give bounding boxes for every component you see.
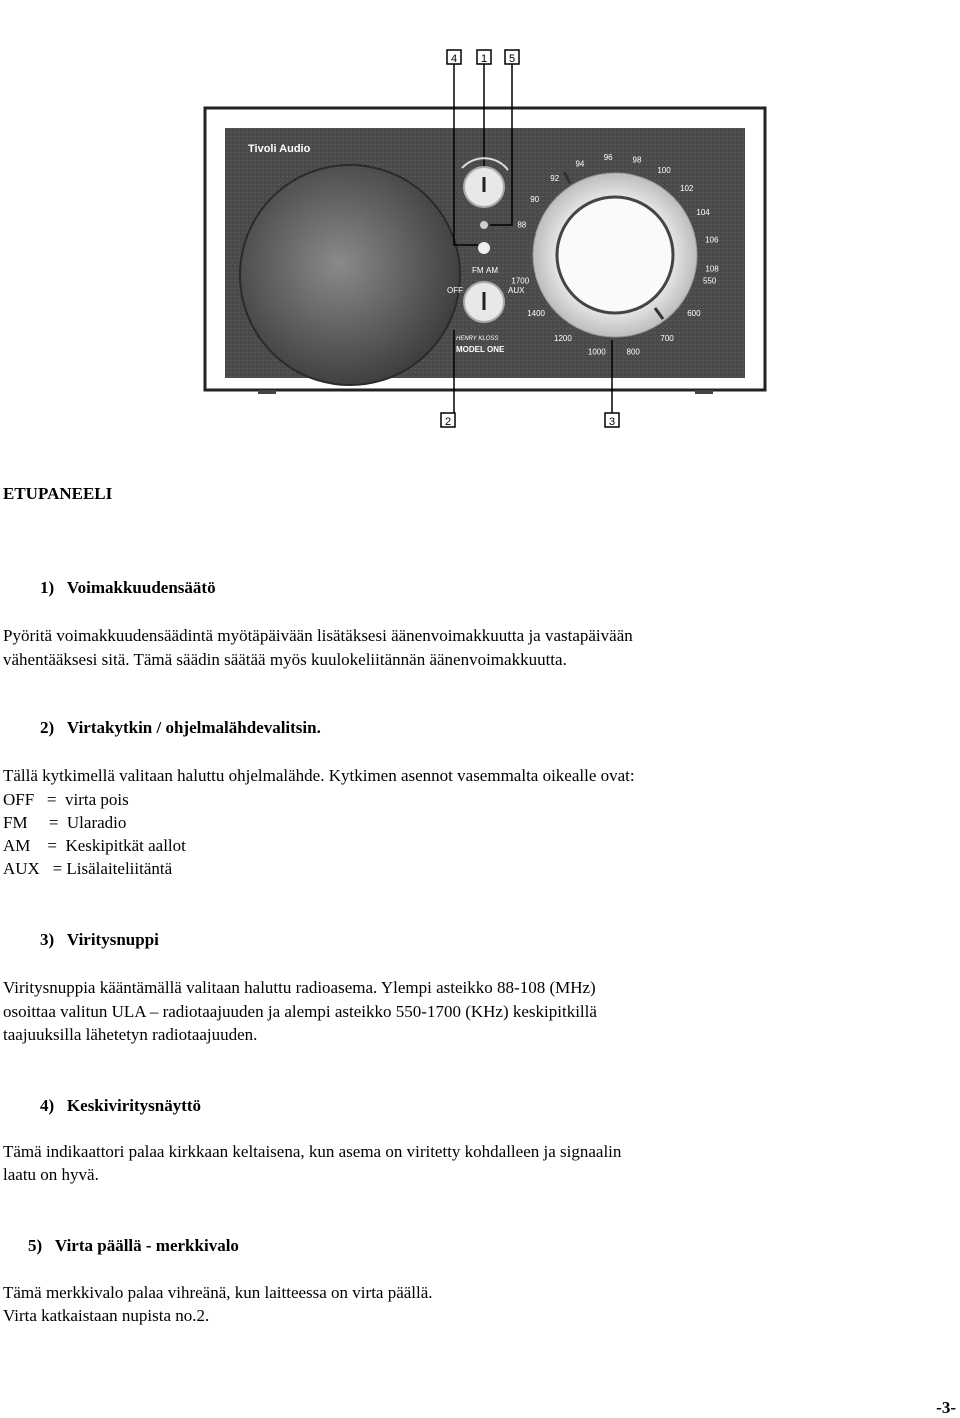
section-2-line-4: AM = Keskipitkät aallot [3,836,186,855]
section-3-line-2: osoittaa valitun ULA – radiotaajuuden ja alempi asteikko 550-1700 (KHz) keskipitkillä [3,1002,597,1021]
speaker-grille [240,165,460,385]
section-4-title: Keskiviritysnäyttö [66,1096,202,1115]
fm-scale-label-104: 104 [696,208,710,217]
section-4-line-1: Tämä indikaattori palaa kirkkaan keltaisena, kun asema on viritetty kohdalleen ja signaalin [3,1142,622,1161]
fm-scale-label-100: 100 [657,166,671,176]
callout-4-label: 4 [450,53,458,65]
am-scale-label-1700: 1700 [511,276,530,286]
fm-scale-label-106: 106 [705,235,719,245]
section-4-line-2: laatu on hyvä. [3,1165,99,1184]
fm-scale-label-108: 108 [705,264,719,274]
am-scale-label-600: 600 [687,309,701,319]
section-2-title: Virtakytkin / ohjelmalähdevalitsin. [66,718,321,737]
am-scale-label-1400: 1400 [527,309,545,319]
switch-label-fm: FM [472,266,484,275]
switch-label-aux: AUX [508,286,525,295]
callout-5-label: 5 [508,53,516,65]
power-indicator-light [478,242,490,254]
section-2-line-2: OFF = virta pois [3,790,129,809]
section-2-line-5: AUX = Lisälaiteliitäntä [3,859,173,878]
section-3-title: Viritysnuppi [66,930,159,949]
page-number: -3- [936,1398,956,1417]
callout-5 [505,50,519,65]
section-1-title: Voimakkuudensäätö [66,578,216,597]
am-scale-label-1200: 1200 [554,334,572,343]
radio-front-panel-figure [190,40,770,480]
section-1-heading [40,576,216,599]
tuning-knob [557,197,673,313]
switch-label-am: AM [486,266,498,275]
fm-scale-label-88: 88 [517,220,527,230]
fm-scale-label-90: 90 [530,194,540,204]
section-2-line-1: Tällä kytkimellä valitaan haluttu ohjelmalähde. Kytkimen asennot vasemmalta oikealle ovat: [3,766,635,785]
section-2-heading [40,716,321,739]
section-4-heading [40,1094,201,1117]
section-3-line-3: taajuuksilla lähetetyn radiotaajuuden. [3,1025,258,1044]
fm-scale-label-96: 96 [603,153,613,163]
section-5-title: Virta päällä - merkkivalo [54,1236,239,1255]
model-name: MODEL ONE [456,345,505,354]
callout-1-label: 1 [480,53,488,65]
section-5-line-1: Tämä merkkivalo palaa vihreänä, kun laitteessa on virta päällä. [3,1283,433,1302]
section-2-line-3: FM = Ularadio [3,813,127,832]
section-5-heading [28,1234,239,1257]
section-1-number: 1) [40,578,55,597]
section-2-number: 2) [40,718,55,737]
am-scale-label-700: 700 [660,334,674,343]
model-maker: HENRY KLOSS [456,336,499,342]
section-4-number: 4) [40,1096,55,1115]
page-title: ETUPANEELI [3,484,113,503]
radio-illustration [190,40,770,480]
callout-3 [605,413,619,428]
fm-scale-label-92: 92 [550,173,560,183]
brand-logo: Tivoli Audio [248,143,311,155]
fm-scale-label-102: 102 [680,184,694,194]
section-3-line-1: Viritysnuppia kääntämällä valitaan haluttu radioasema. Ylempi asteikko 88-108 (MHz) [3,978,596,997]
am-scale-label-800: 800 [626,347,640,357]
am-scale-label-550: 550 [703,276,717,286]
callout-2-label: 2 [444,416,452,428]
fm-scale-label-98: 98 [632,155,642,165]
switch-label-off: OFF [447,286,463,295]
am-scale-label-1000: 1000 [587,347,606,357]
section-3-heading [40,928,159,951]
section-1-line-2: vähentääksesi sitä. Tämä säädin säätää myös kuulokeliitännän äänenvoimakkuutta. [3,650,567,669]
section-3-number: 3) [40,930,55,949]
callout-3-label: 3 [608,416,616,428]
section-5-number: 5) [28,1236,43,1255]
section-5-line-2: Virta katkaistaan nupista no.2. [3,1306,210,1325]
callout-2 [441,413,455,428]
fm-scale-label-94: 94 [575,159,585,169]
callout-4 [447,50,461,65]
callout-1 [477,50,491,65]
tuning-indicator-light [480,221,488,229]
section-1-line-1: Pyöritä voimakkuudensäädintä myötäpäivään lisätäksesi äänenvoimakkuutta ja vastapäivään [3,626,633,645]
